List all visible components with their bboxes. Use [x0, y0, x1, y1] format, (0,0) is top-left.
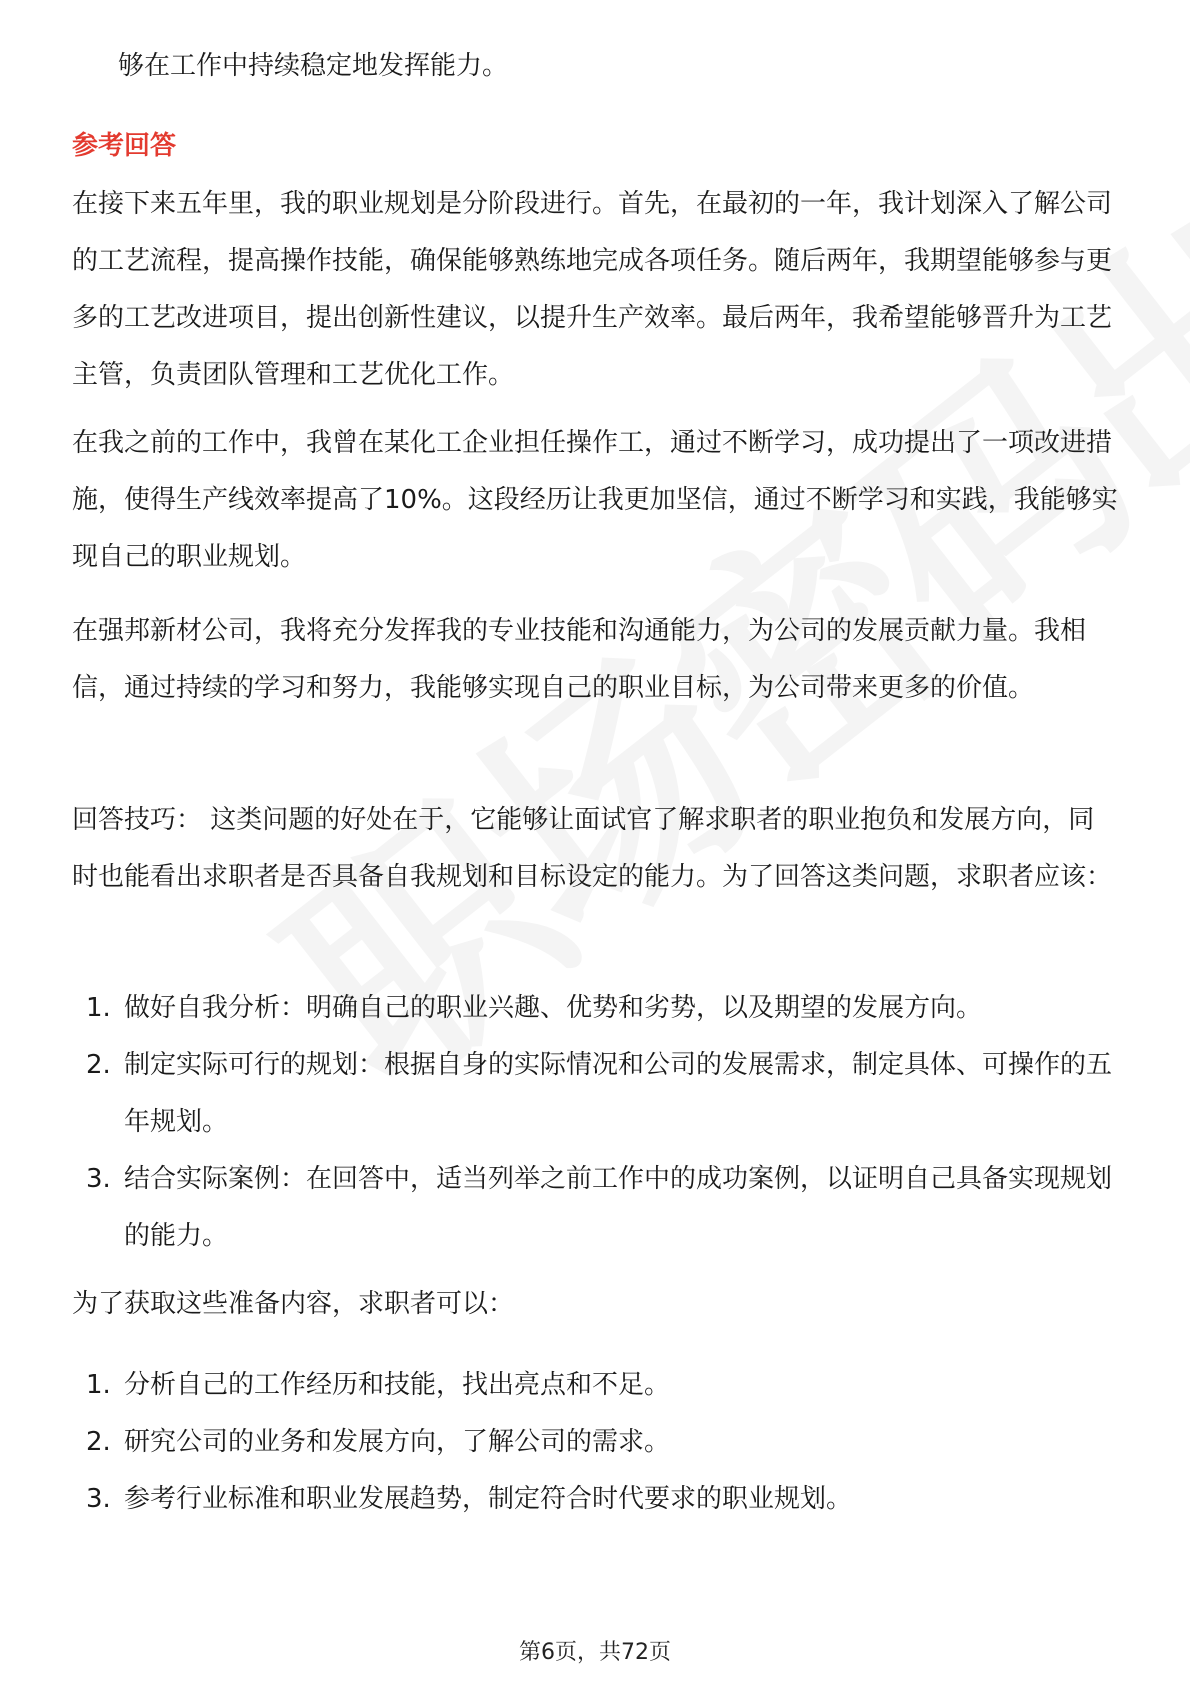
tips-paragraph: 回答技巧： 这类问题的好处在于，它能够让面试官了解求职者的职业抱负和发展方向，同时也能看出求职者是否具备自我规划和目标设定的能力。为了回答这类问题，求职者应该： — [72, 805, 1113, 892]
list-number: 2. — [86, 1427, 111, 1457]
list-number: 3. — [86, 1484, 111, 1514]
list-item-text: 结合实际案例：在回答中，适当列举之前工作中的成功案例，以证明自己具备实现规划的能力。 — [124, 1164, 1113, 1251]
answer-paragraph-2: 在我之前的工作中，我曾在某化工企业担任操作工，通过不断学习，成功提出了一项改进措施，使得生产线效率提高了10%。这段经历让我更加坚信，通过不断学习和实践，我能够实现自己的职业规划。 — [72, 428, 1118, 572]
list-item-text: 制定实际可行的规划：根据自身的实际情况和公司的发展需求，制定具体、可操作的五年规划。 — [124, 1050, 1113, 1137]
list-item — [72, 980, 1118, 1037]
tips-list — [72, 980, 1118, 1265]
list-item — [72, 1037, 1118, 1151]
list-item — [72, 1471, 1118, 1528]
section-heading: 参考回答 — [72, 131, 177, 161]
list-item-text: 参考行业标准和职业发展趋势，制定符合时代要求的职业规划。 — [124, 1484, 853, 1514]
prep-intro-text: 为了获取这些准备内容，求职者可以： — [72, 1289, 515, 1319]
list-number: 2. — [86, 1050, 111, 1080]
answer-paragraph-1: 在接下来五年里，我的职业规划是分阶段进行。首先，在最初的一年，我计划深入了解公司的工艺流程，提高操作技能，确保能够熟练地完成各项任务。随后两年，我期望能够参与更多的工艺改进项目，提出创新性建议，以提升生产效率。最后两年，我希望能够晋升为工艺主管，负责团队管理和工艺优化工作。 — [72, 189, 1113, 390]
intro-tail-text: 够在工作中持续稳定地发挥能力。 — [118, 51, 509, 81]
list-item — [72, 1414, 1118, 1471]
list-item — [72, 1151, 1118, 1265]
prep-list — [72, 1357, 1118, 1528]
list-item-text: 做好自我分析：明确自己的职业兴趣、优势和劣势，以及期望的发展方向。 — [124, 993, 983, 1023]
answer-paragraph-3: 在强邦新材公司，我将充分发挥我的专业技能和沟通能力，为公司的发展贡献力量。我相信，通过持续的学习和努力，我能够实现自己的职业目标，为公司带来更多的价值。 — [72, 616, 1087, 703]
list-item — [72, 1357, 1118, 1414]
page-footer: 第6页，共72页 — [519, 1640, 671, 1665]
list-item-text: 分析自己的工作经历和技能，找出亮点和不足。 — [124, 1370, 671, 1400]
list-number: 1. — [86, 993, 111, 1023]
list-number: 3. — [86, 1164, 111, 1194]
list-number: 1. — [86, 1370, 111, 1400]
list-item-text: 研究公司的业务和发展方向，了解公司的需求。 — [124, 1427, 671, 1457]
